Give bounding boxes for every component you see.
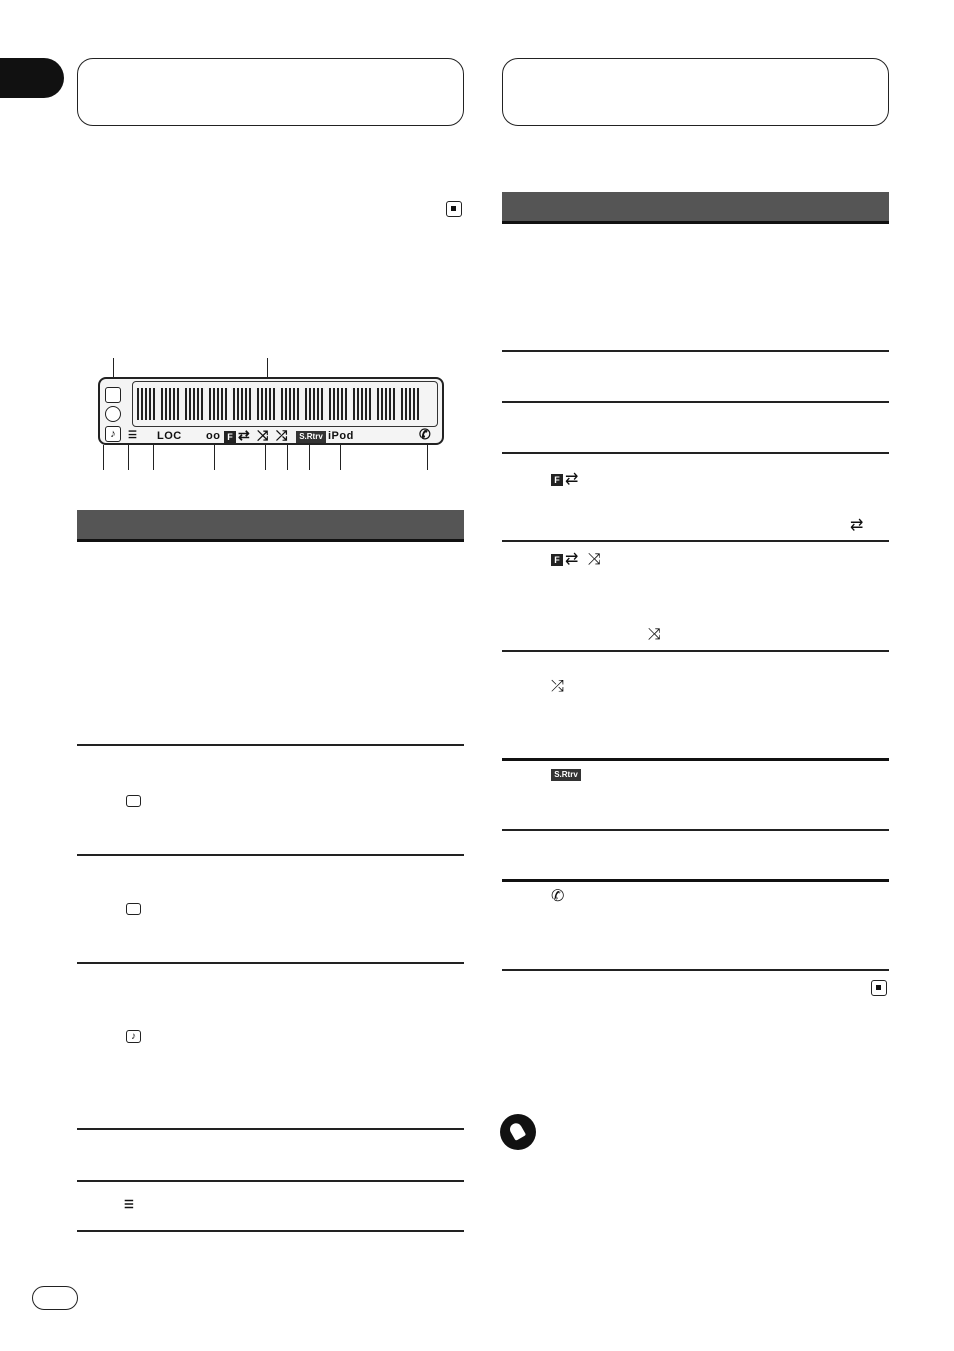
callout-line bbox=[214, 445, 215, 470]
table-row-divider bbox=[77, 1230, 464, 1232]
table-row-divider bbox=[502, 969, 889, 971]
table-row-divider bbox=[502, 540, 889, 542]
table-row-divider bbox=[502, 650, 889, 652]
disc-icon bbox=[126, 903, 141, 915]
loc-indicator: LOC bbox=[157, 430, 182, 442]
callout-line bbox=[153, 445, 154, 470]
callout-line bbox=[287, 445, 288, 470]
song-icon: ♪ bbox=[105, 426, 121, 442]
end-mark-icon bbox=[871, 980, 887, 996]
artist-icon bbox=[126, 795, 141, 807]
table-row-divider bbox=[77, 854, 464, 856]
page-number-pill bbox=[32, 1286, 78, 1310]
table-row-divider bbox=[502, 758, 889, 761]
disc-icon bbox=[105, 406, 121, 422]
lcd-character-area bbox=[132, 381, 438, 427]
left-section-header-box bbox=[77, 58, 464, 126]
ipod-indicator: iPod bbox=[328, 430, 354, 442]
table-row-divider bbox=[502, 829, 889, 831]
callout-line bbox=[265, 445, 266, 470]
table-row-divider bbox=[502, 350, 889, 352]
phone-indicator-icon: ✆ bbox=[419, 426, 432, 442]
end-mark-icon bbox=[446, 201, 462, 217]
callout-line bbox=[128, 445, 129, 470]
sound-retriever-icon: S.Rtrv bbox=[551, 769, 581, 781]
random-indicator-icon: ⤨ bbox=[588, 551, 601, 568]
callout-line bbox=[103, 445, 104, 470]
callout-line bbox=[427, 445, 428, 470]
table-row-divider bbox=[502, 401, 889, 403]
sound-retriever-indicator: S.Rtrv bbox=[296, 431, 326, 443]
left-table-header bbox=[77, 510, 464, 542]
random-indicator-icon: ⤨ bbox=[257, 427, 269, 443]
list-indicator-icon: ☰ bbox=[128, 430, 138, 441]
table-row-divider bbox=[502, 879, 889, 882]
folder-indicator-icon: F bbox=[551, 474, 563, 486]
song-icon: ♪ bbox=[126, 1030, 141, 1043]
shuffle-indicator-icon: ⤮ bbox=[276, 427, 288, 443]
right-table-header bbox=[502, 192, 889, 224]
callout-line bbox=[309, 445, 310, 470]
phone-icon: ✆ bbox=[551, 888, 565, 905]
table-row-divider bbox=[502, 452, 889, 454]
chapter-tab bbox=[0, 58, 64, 98]
callout-line bbox=[340, 445, 341, 470]
table-row-divider bbox=[77, 962, 464, 964]
repeat-indicator-icon: ⇄ bbox=[238, 427, 251, 443]
shuffle-icon: ⤮ bbox=[551, 678, 564, 695]
folder-indicator-icon: F bbox=[224, 431, 236, 443]
random-icon: ⤨ bbox=[648, 626, 661, 643]
list-icon: ☰ bbox=[124, 1199, 135, 1211]
loudness-indicator-icon: oo bbox=[206, 430, 221, 442]
right-section-header-box bbox=[502, 58, 889, 126]
artist-icon bbox=[105, 387, 121, 403]
table-row-divider bbox=[77, 1180, 464, 1182]
important-pushpin-icon bbox=[500, 1114, 536, 1150]
repeat-icon: ⇄ bbox=[850, 517, 864, 534]
table-row-divider bbox=[77, 1128, 464, 1130]
folder-indicator-icon: F bbox=[551, 554, 563, 566]
repeat-indicator-icon: ⇄ bbox=[565, 551, 579, 568]
repeat-indicator-icon: ⇄ bbox=[565, 471, 579, 488]
table-row-divider bbox=[77, 744, 464, 746]
